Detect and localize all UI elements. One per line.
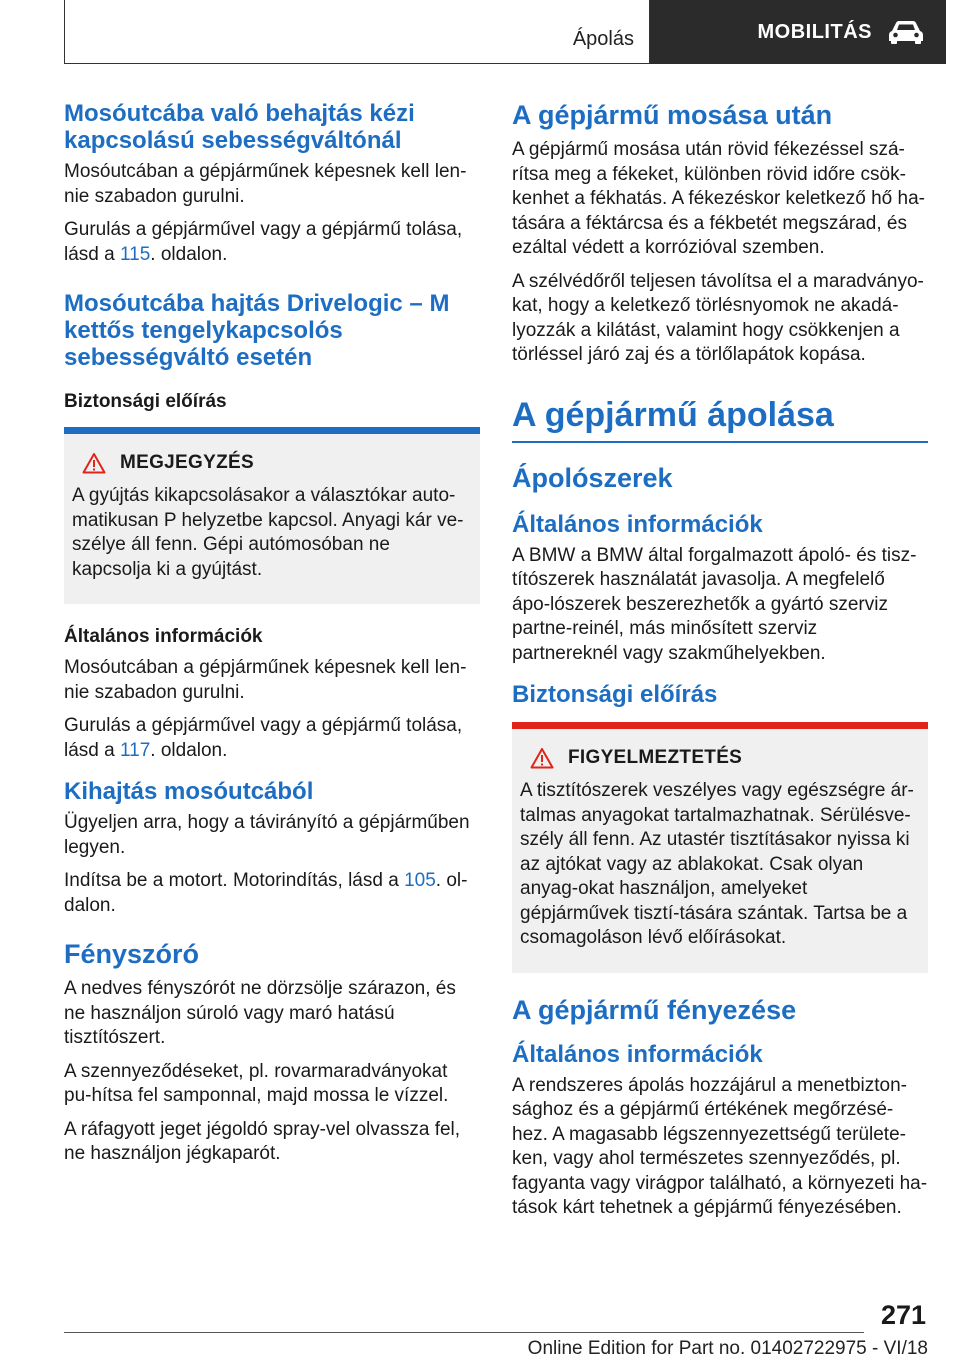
section-title: Kihajtás mosóutcából: [64, 778, 314, 805]
text: Gurulás a gépjárművel vagy a gépjármű tolása, lásd a: [64, 715, 463, 761]
chapter-title: A gépjármű ápolása: [512, 395, 928, 443]
paragraph: A szennyeződéseket, pl. rovarmaradványokat pu-hítsa fel samponnal, majd mossa le vízzel.: [64, 1060, 449, 1106]
paragraph: [64, 218, 480, 267]
warning-text: A tisztítószerek veszélyes vagy egészségre ár-talmas anyagokat tartalmazhatnak. Sérülésve-szély áll fenn. Az utastér tisztításakor nyissa ki az ajtókat vagy az ablakokat. Csak olyan anyag-okat használjon, amelyeket gépjárművek tisztí-tására szántak. Tartsa be a csomagoláson lévő előírásokat.: [520, 780, 914, 948]
notice-text: A gyújtás kikapcsolásakor a választókar auto-matikusan P helyzetbe kapcsol. Anyagi kár ve-szélye áll fenn. Gépi autómosóban ne kapcsolja ki a gyújtást.: [72, 485, 464, 580]
notice-title: MEGJEGYZÉS: [120, 452, 254, 473]
page-link[interactable]: 105: [404, 870, 436, 891]
section-title: Fényszóró: [64, 939, 200, 969]
paragraph: Mosóutcában a gépjárműnek képesnek kell len-nie szabadon gurulni.: [64, 657, 467, 703]
page-number: 271: [880, 1300, 926, 1330]
paragraph: A BMW a BMW által forgalmazott ápoló- és tisz-títószerek használatát javasolja. A megfelelő ápo-lószerek beszerezhetők a gyártó szerviz partne-reinél, más minősített szerviz partnereknél vagy szakműhelyekben.: [512, 544, 917, 664]
paragraph: A rendszeres ápolás hozzájárul a menetbizton-sághoz és a gépjármű értékének megőrzésé-hez. A magasabb légszennyezettségű területe-ken, vagy ahol természetes szennyeződés, pl. fagyanta vagy virágpor található, a környezeti ha-tások kárt tehetnek a gépjármű fényezésében.: [512, 1074, 928, 1218]
warning-header: [520, 747, 916, 769]
section-title: Ápolószerek: [512, 462, 673, 493]
header-frame: [64, 0, 650, 64]
subsection-title: Általános információk: [64, 626, 263, 647]
paragraph: A szélvédőről teljesen távolítsa el a maradványo-kat, hogy a keletkező törlésnyomok ne akadá-lyozzák a kilátást, valamint hogy csökkenjen a törléssel járó zaj és a törlőlapátok kopása.: [512, 270, 924, 365]
left-column: [64, 100, 480, 1176]
header-section-title: Ápolás: [572, 28, 634, 50]
subsection-title: Biztonsági előírás: [64, 391, 227, 412]
subsection-title: Általános információk: [512, 1040, 763, 1068]
warning-triangle-icon: [530, 747, 554, 769]
section-title: Mosóutcába való behajtás kézi kapcsolású sebességváltónál: [64, 100, 415, 154]
paragraph: A gépjármű mosása után rövid fékezéssel szá-rítsa meg a fékeket, különben rövid időre csök-kenhet a fékhatás. A fékezéskor keletkező hő ha-tására a féktárcsa és a fékbetét megszárad, és ezáltal védett a korrózióval szemben.: [512, 139, 925, 258]
footer-edition: Online Edition for Part no. 01402722975 - VI/18: [527, 1338, 928, 1359]
paragraph: A ráfagyott jeget jégoldó spray-vel olvassza fel, ne használjon jégkaparót.: [64, 1118, 461, 1164]
warning-title: FIGYELMEZTETÉS: [568, 747, 743, 768]
text: . oldalon.: [150, 243, 228, 265]
header-chapter-tab: [650, 0, 946, 64]
paragraph: [64, 869, 480, 918]
warning-box: [512, 722, 928, 973]
text: Gurulás a gépjárművel vagy a gépjármű tolása, lásd a: [64, 219, 463, 265]
text: Indítsa be a motort. Motorindítás, lásd a: [64, 870, 405, 891]
footer-divider: [64, 1332, 864, 1333]
warning-triangle-icon: [82, 452, 106, 474]
paragraph: Ügyeljen arra, hogy a távirányító a gépjárműben legyen.: [64, 812, 470, 858]
header-chapter-label: MOBILITÁS: [757, 20, 872, 43]
section-title: Mosóutcába hajtás Drivelogic – M kettős tengelykapcsolós sebességváltó esetén: [64, 290, 450, 371]
notice-header: [72, 452, 468, 474]
paragraph: [64, 714, 480, 763]
page-link[interactable]: 115: [119, 243, 151, 265]
car-icon: [886, 18, 926, 46]
page-link[interactable]: 117: [119, 739, 151, 761]
paragraph: A nedves fényszórót ne dörzsölje szárazon, és ne használjon súroló vagy maró hatású tisztítószert.: [64, 978, 456, 1048]
section-title: A gépjármű fényezése: [512, 994, 797, 1025]
subsection-title: Általános információk: [512, 510, 763, 538]
section-title: A gépjármű mosása után: [512, 100, 833, 130]
text: . ol-dalon.: [64, 870, 468, 916]
notice-box: [64, 427, 480, 604]
text: . oldalon.: [150, 739, 228, 761]
paragraph: Mosóutcában a gépjárműnek képesnek kell len-nie szabadon gurulni.: [64, 161, 467, 207]
right-column: [512, 100, 928, 1230]
subsection-title: Biztonsági előírás: [512, 681, 718, 708]
